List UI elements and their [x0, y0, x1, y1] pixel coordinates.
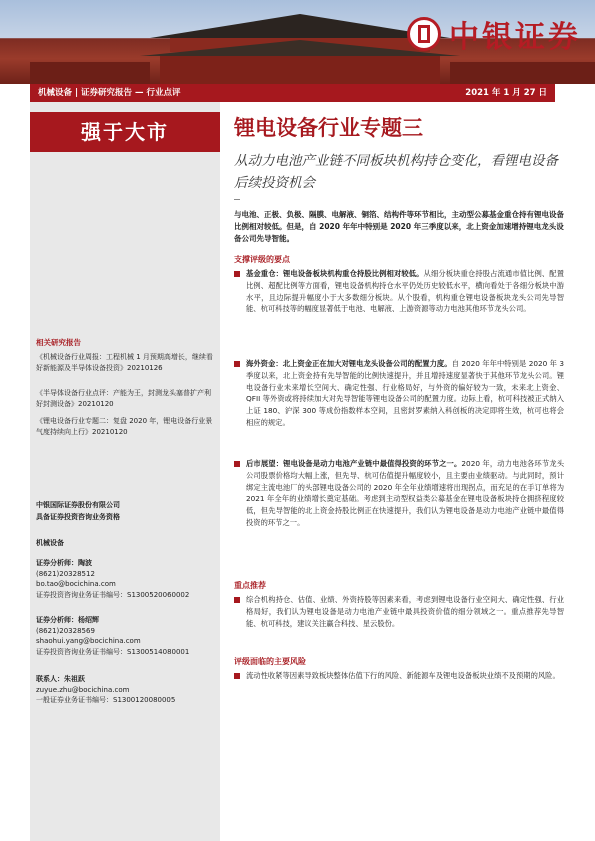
recommend-heading: 重点推荐 [234, 581, 266, 590]
analyst-card [36, 615, 216, 657]
contact-name: 联系人：朱祖跃 [36, 675, 85, 683]
bullet-square-icon [234, 461, 240, 467]
point-text: 自 2020 年年中特别是 2020 年 3 季度以来，北上资金持有先导智能的比例快速提升，并且增持速度显著快于其他环节龙头公司。锂电设备行业未来增长空间大、确定性强、行业格局好，与外资的偏好较为一致，未来北上资金、QFII 等外资或将持续加大对先导智能等锂电设备公司的配置力度。边际上看，杭可科技被正式纳入上证 180、沪深 300 等成份指数样本空间，且密封罗素纳入科创板的决定即将生效，杭可也将会相应的规定。 [246, 359, 564, 427]
point-text: 2020 年，动力电池各环节龙头公司股票价格均大幅上涨，但先导、杭可估值提升幅度较小，且主要由业绩驱动。与此同时，预计绑定主流电池厂的头部锂电设备公司的 2020 年全年业绩增速将出现拐点，而充足的在手订单将为 2021 年全年的业绩增长奠定基础。考虑到主动型权益类公募基金在锂电设备板块持仓拥挤程度较低，但先导智能的北上资金持股比例正在快速提升，我们认为锂电设备是动力电池产业链中最值得投资的环节之一。 [246, 459, 564, 527]
point-lead: 海外资金：北上资金正在加大对锂电龙头设备公司的配置力度。 [246, 359, 452, 368]
contact-email[interactable]: zuyue.zhu@bocichina.com [36, 685, 130, 694]
risk-text: 流动性收紧等因素导致板块整体估值下行的风险、新能源车及锂电设备板块业绩不及预期的风险。 [246, 671, 560, 680]
risk-heading: 评级面临的主要风险 [234, 657, 306, 666]
qualification: 具备证券投资咨询业务资格 [36, 513, 120, 521]
related-item[interactable]: 《半导体设备行业点评：产能为王，封测龙头塞普扩产利好封测设备》20210120 [36, 389, 211, 409]
boc-logo-icon [407, 17, 441, 51]
summary-paragraph: 与电池、正极、负极、隔膜、电解液、铜箔、结构件等环节相比，主动型公募基金重仓持有锂电设备比例相对较低。但是，自 2020 年年中特别是 2020 年三季度以来，北上资金加速增持锂电龙头设备公司先导智能。 [234, 210, 564, 244]
analyst-card [36, 558, 216, 600]
report-title: 锂电设备行业专题三 [234, 115, 423, 140]
report-date: 2021 年 1 月 27 日 [465, 88, 547, 98]
analyst-name: 证券分析师：陶波 [36, 559, 92, 567]
bullet-square-icon [234, 673, 240, 679]
brand-name: 中银证券 [449, 20, 581, 55]
analyst-name: 证券分析师：杨绍辉 [36, 616, 99, 624]
header-banner [0, 0, 595, 84]
report-category: 机械设备 | 证券研究报告 — 行业点评 [38, 88, 181, 98]
brand-logo [407, 12, 581, 56]
sector-label: 机械设备 [36, 539, 64, 547]
bullet-square-icon [234, 271, 240, 277]
recommend-text: 综合机构持仓、估值、业绩、外资持股等因素来看，考虑到锂电设备行业空间大、确定性强、行业格局好，我们认为锂电设备是动力电池产业链中最具投资价值的细分领域之一。重点推荐先导智能、杭可科技，建议关注赢合科技、星云股份。 [246, 595, 564, 628]
related-item[interactable]: 《锂电设备行业专题二：复盘 2020 年，锂电设备行业景气度持续向上行》20210120 [36, 417, 213, 437]
analyst-cert: 证券投资咨询业务证书编号：S1300514080001 [36, 647, 190, 656]
point-lead: 基金重仓：锂电设备板块机构重仓持股比例相对较低。 [246, 269, 424, 278]
related-heading: 相关研究报告 [36, 338, 81, 347]
report-subtitle: 从动力电池产业链不同板块机构持仓变化，看锂电设备后续投资机会 [234, 153, 558, 191]
point-text: 从细分板块重仓持股占流通市值比例、配置比例、超配比例等方面看，锂电设备机构持仓水平仍处历史较低水平，横向看处于各细分板块中游水平，且边际提升幅度小于大多数细分板块。从个股看，机构重仓锂电设备板块龙头公司先导智能、杭可科技等的幅度显著低于电池、电解液、上游资源等动力电池其他环节龙头公司。 [246, 269, 565, 314]
left-sidebar [30, 102, 220, 841]
point-item [234, 268, 564, 315]
analyst-phone: (8621)20328512 [36, 569, 95, 578]
contact-card [36, 674, 216, 706]
recommend-item [234, 594, 564, 629]
analyst-cert: 证券投资咨询业务证书编号：S1300520060002 [36, 590, 190, 599]
related-item[interactable]: 《机械设备行业周报：工程机械 1 月预期高增长，继续看好新能源及半导体设备投资》20210126 [36, 353, 213, 373]
bullet-square-icon [234, 597, 240, 603]
point-item [234, 458, 564, 529]
report-meta-bar [30, 84, 555, 102]
analyst-email[interactable]: bo.tao@bocichina.com [36, 580, 116, 588]
analyst-phone: (8621)20328569 [36, 626, 95, 635]
divider [234, 199, 240, 200]
bullet-square-icon [234, 361, 240, 367]
rating-badge: 强于大市 [30, 112, 220, 152]
risk-item [234, 670, 564, 682]
point-lead: 后市展望：锂电设备是动力电池产业链中最值得投资的环节之一。 [246, 459, 462, 468]
analyst-email[interactable]: shaohui.yang@bocichina.com [36, 637, 141, 645]
contact-cert: 一般证券业务证书编号：S1300120080005 [36, 696, 176, 704]
point-item [234, 358, 564, 429]
points-heading: 支撑评级的要点 [234, 255, 290, 264]
company-name: 中银国际证券股份有限公司 [36, 501, 120, 509]
